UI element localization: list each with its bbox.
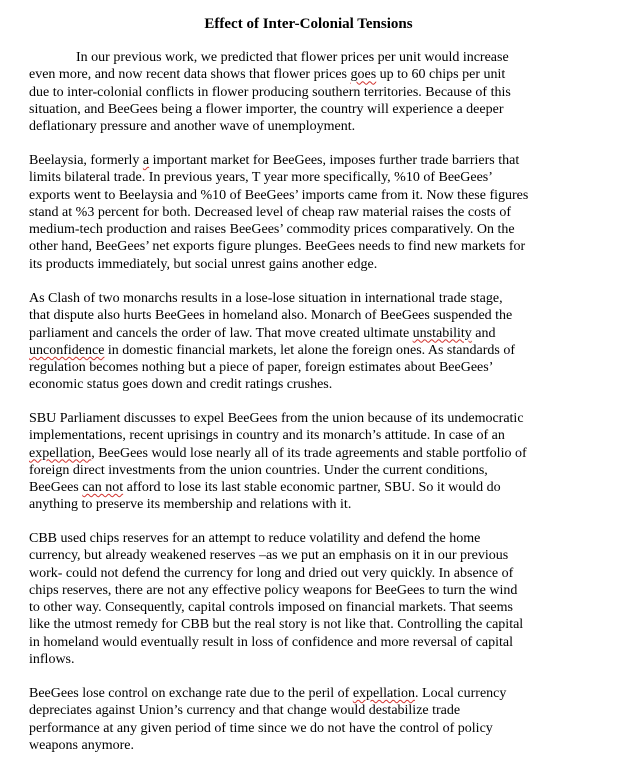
paragraph-price-increase bbox=[29, 49, 584, 135]
text-segment: currency, but already weakened reserves –as we put an emphasis on it in our previous bbox=[29, 548, 509, 564]
text-line bbox=[29, 634, 584, 651]
text-line bbox=[29, 496, 584, 513]
text-segment: even more, and now recent data shows that flower prices bbox=[29, 67, 351, 83]
spellcheck-flagged-word: a bbox=[142, 153, 150, 168]
text-segment: Beelaysia, formerly bbox=[29, 153, 143, 168]
text-segment: BeeGees lose control on exchange rate due to the peril of bbox=[29, 686, 353, 701]
text-line bbox=[29, 582, 584, 599]
text-segment: , BeeGees would lose nearly all of its trade agreements and stable portfolio of bbox=[91, 445, 527, 461]
text-line bbox=[29, 410, 584, 427]
paragraph-monarch-clash bbox=[29, 290, 584, 394]
text-segment: anything to preserve its membership and relations with it. bbox=[29, 497, 352, 513]
paragraph-exchange-rate bbox=[29, 685, 584, 754]
text-line bbox=[29, 325, 584, 342]
text-segment: its products immediately, but social unrest gains another edge. bbox=[29, 256, 378, 272]
text-line bbox=[29, 445, 584, 462]
spellcheck-flagged-word: unconfidence bbox=[29, 342, 105, 358]
spellcheck-flagged-word: expellation bbox=[352, 686, 416, 701]
text-segment: afford to lose its last stable economic partner, SBU. So it would do bbox=[123, 480, 501, 496]
text-segment: limits bilateral trade. In previous years, T year more specifically, %10 of BeeGees’ bbox=[29, 170, 493, 186]
document-title: Effect of Inter-Colonial Tensions bbox=[204, 16, 413, 32]
text-line bbox=[29, 342, 584, 359]
text-segment: situation, and BeeGees being a flower importer, the country will experience a deeper bbox=[29, 101, 504, 117]
text-segment: BeeGees bbox=[29, 480, 83, 496]
text-segment: like the utmost remedy for CBB but the real story is not like that. Controlling the capital bbox=[29, 617, 524, 633]
text-segment: implementations, recent uprisings in country and its monarch’s attitude. In case of an bbox=[29, 428, 505, 444]
text-line bbox=[29, 702, 584, 719]
spellcheck-flagged-word: can not bbox=[82, 480, 124, 496]
paragraph-sbu-parliament bbox=[29, 410, 584, 514]
text-segment: economic status goes down and credit ratings crushes. bbox=[29, 377, 333, 393]
text-line bbox=[29, 221, 584, 238]
text-segment: other hand, BeeGees’ net exports figure plunges. BeeGees needs to find new markets for bbox=[29, 239, 526, 255]
paragraph-cbb-reserves bbox=[29, 530, 584, 668]
text-segment: in homeland would eventually result in loss of confidence and more reversal of capital bbox=[29, 634, 514, 650]
text-line bbox=[29, 204, 584, 221]
text-line bbox=[29, 565, 584, 582]
text-line bbox=[29, 462, 584, 479]
text-segment: parliament and cancels the order of law. That move created ultimate bbox=[29, 325, 413, 341]
text-segment: weapons anymore. bbox=[29, 737, 134, 753]
spellcheck-flagged-word: expellation bbox=[29, 445, 92, 461]
text-segment: In our previous work, we predicted that flower prices per unit would increase bbox=[76, 50, 509, 65]
text-segment: due to inter-colonial conflicts in flower producing southern territories. Because of this bbox=[29, 84, 511, 100]
text-line bbox=[29, 101, 584, 118]
text-line bbox=[29, 66, 584, 83]
text-segment: chips reserves, there are not any effective policy weapons for BeeGees to turn the wind bbox=[29, 582, 518, 598]
text-segment: exports went to Beelaysia and %10 of BeeGees’ imports came from it. Now these figures bbox=[29, 187, 529, 203]
text-segment: SBU Parliament discusses to expel BeeGees from the union because of its undemocratic bbox=[29, 411, 524, 426]
spellcheck-flagged-word: unstability bbox=[412, 325, 472, 341]
text-segment: . Local currency bbox=[415, 686, 507, 701]
text-segment: deflationary pressure and another wave of unemployment. bbox=[29, 119, 356, 135]
text-segment: that dispute also hurts BeeGees in homeland also. Monarch of BeeGees suspended the bbox=[29, 308, 513, 324]
text-line bbox=[29, 737, 584, 754]
spellcheck-flagged-word: goes bbox=[350, 67, 377, 83]
text-segment: medium-tech production and raises BeeGees’ commodity prices comparatively. On the bbox=[29, 222, 515, 238]
text-line bbox=[29, 118, 584, 135]
text-line bbox=[29, 427, 584, 444]
text-segment: important market for BeeGees, imposes further trade barriers that bbox=[149, 153, 520, 168]
text-segment: and bbox=[471, 325, 496, 341]
text-segment: inflows. bbox=[29, 652, 75, 668]
text-segment: stand at %3 percent for both. Decreased level of cheap raw material raises the costs of bbox=[29, 204, 512, 220]
text-line bbox=[29, 720, 584, 737]
text-line bbox=[29, 256, 584, 273]
text-segment: CBB used chips reserves for an attempt to reduce volatility and defend the home bbox=[29, 531, 481, 546]
text-line bbox=[29, 530, 584, 547]
text-line bbox=[29, 290, 584, 307]
text-segment: depreciates against Union’s currency and that change would destabilize trade bbox=[29, 703, 461, 719]
text-segment: work- could not defend the currency for long and dried out very quickly. In absence of bbox=[29, 565, 514, 581]
text-line bbox=[29, 685, 584, 702]
text-line bbox=[29, 84, 584, 101]
text-line bbox=[29, 152, 584, 169]
text-line bbox=[29, 49, 584, 66]
text-line bbox=[29, 169, 584, 186]
text-segment: performance at any given period of time since we do not have the control of policy bbox=[29, 720, 493, 736]
paragraph-beelaysia-trade bbox=[29, 152, 584, 273]
text-segment: As Clash of two monarchs results in a lose-lose situation in international trade stage, bbox=[29, 291, 503, 306]
text-segment: up to 60 chips per unit bbox=[376, 67, 506, 83]
text-segment: in domestic financial markets, let alone the foreign ones. As standards of bbox=[104, 342, 515, 358]
text-segment: foreign direct investments from the union countries. Under the current conditions, bbox=[29, 462, 488, 478]
text-line bbox=[29, 599, 584, 616]
text-line bbox=[29, 651, 584, 668]
text-segment: to other way. Consequently, capital controls imposed on financial markets. That seems bbox=[29, 600, 513, 616]
text-line bbox=[29, 187, 584, 204]
text-line bbox=[29, 307, 584, 324]
text-line bbox=[29, 616, 584, 633]
text-line bbox=[29, 547, 584, 564]
text-line bbox=[29, 376, 584, 393]
text-line bbox=[29, 238, 584, 255]
text-line bbox=[29, 479, 584, 496]
text-line bbox=[29, 359, 584, 376]
text-segment: regulation becomes nothing but a piece of paper, foreign estimates about BeeGees’ bbox=[29, 360, 494, 376]
